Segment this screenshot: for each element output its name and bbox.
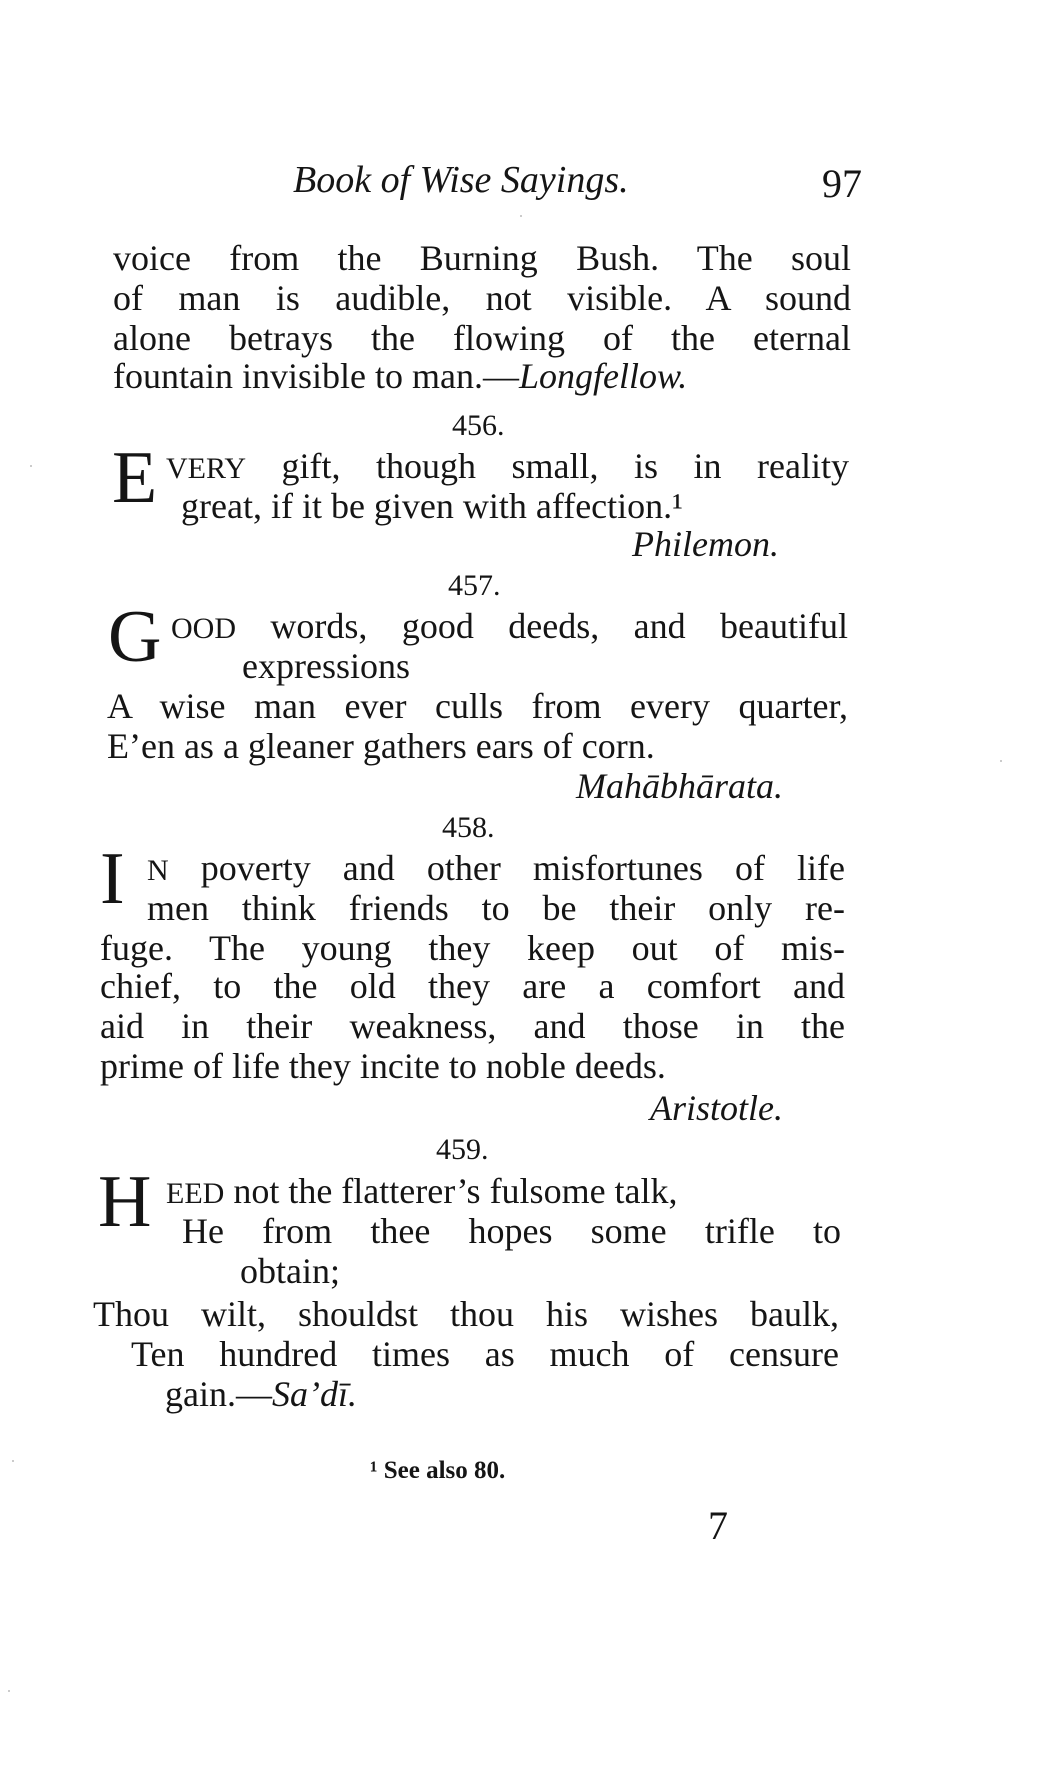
text-line: prime of life they incite to noble deeds. <box>100 1046 666 1086</box>
text-line: gain.—Sa’dī. <box>165 1374 357 1414</box>
text-line: EED not the flatterer’s fulsome talk, <box>166 1171 678 1211</box>
text-line: A wise man ever culls from every quarter, <box>107 686 848 726</box>
running-header-title: Book of Wise Sayings. <box>293 159 629 201</box>
saying-number: 456. <box>452 409 505 442</box>
paper-speck <box>1000 760 1002 762</box>
paper-speck <box>12 1460 14 1462</box>
drop-cap: G <box>108 596 162 678</box>
text-line: N poverty and other misfortunes of life <box>147 848 845 888</box>
text-line: chief, to the old they are a comfort and <box>100 966 845 1006</box>
page-number: 97 <box>822 161 862 206</box>
text-line: fuge. The young they keep out of mis- <box>100 928 845 968</box>
text-line: alone betrays the flowing of the eternal <box>113 318 851 358</box>
text-line: fountain invisible to man.—Longfellow. <box>113 356 688 396</box>
author-attribution: Philemon. <box>632 524 779 564</box>
text-line: VERY gift, though small, is in reality <box>166 446 849 486</box>
signature-mark: 7 <box>708 1503 728 1548</box>
drop-cap: E <box>112 437 158 519</box>
text-line: Ten hundred times as much of censure <box>131 1334 839 1374</box>
author-attribution: Aristotle. <box>650 1088 783 1128</box>
footnote: ¹ See also 80. <box>370 1457 506 1484</box>
text-line: He from thee hopes some trifle to <box>182 1211 841 1251</box>
text-line: OOD words, good deeds, and beautiful <box>171 606 848 646</box>
author-attribution: Mahābhārata. <box>576 766 783 806</box>
text-line: men think friends to be their only re- <box>147 888 845 928</box>
text-line: Thou wilt, shouldst thou his wishes baulk, <box>93 1294 839 1334</box>
author-attribution: Sa’dī. <box>271 1374 357 1414</box>
saying-number: 458. <box>442 811 495 844</box>
author-attribution: Longfellow. <box>518 356 688 396</box>
saying-number: 457. <box>448 569 501 602</box>
drop-cap: I <box>100 838 125 920</box>
text-line: aid in their weakness, and those in the <box>100 1006 845 1046</box>
paper-speck <box>8 1690 10 1692</box>
text-line: voice from the Burning Bush. The soul <box>113 238 851 278</box>
drop-cap: H <box>98 1161 152 1243</box>
text-line: of man is audible, not visible. A sound <box>113 278 851 318</box>
text-line: expressions <box>242 646 410 686</box>
text-line: E’en as a gleaner gathers ears of corn. <box>107 726 655 766</box>
text-line: great, if it be given with affection.¹ <box>181 486 683 526</box>
saying-number: 459. <box>436 1133 489 1166</box>
paper-speck <box>520 215 522 217</box>
text-line: obtain; <box>240 1251 340 1291</box>
paper-speck <box>30 465 32 467</box>
